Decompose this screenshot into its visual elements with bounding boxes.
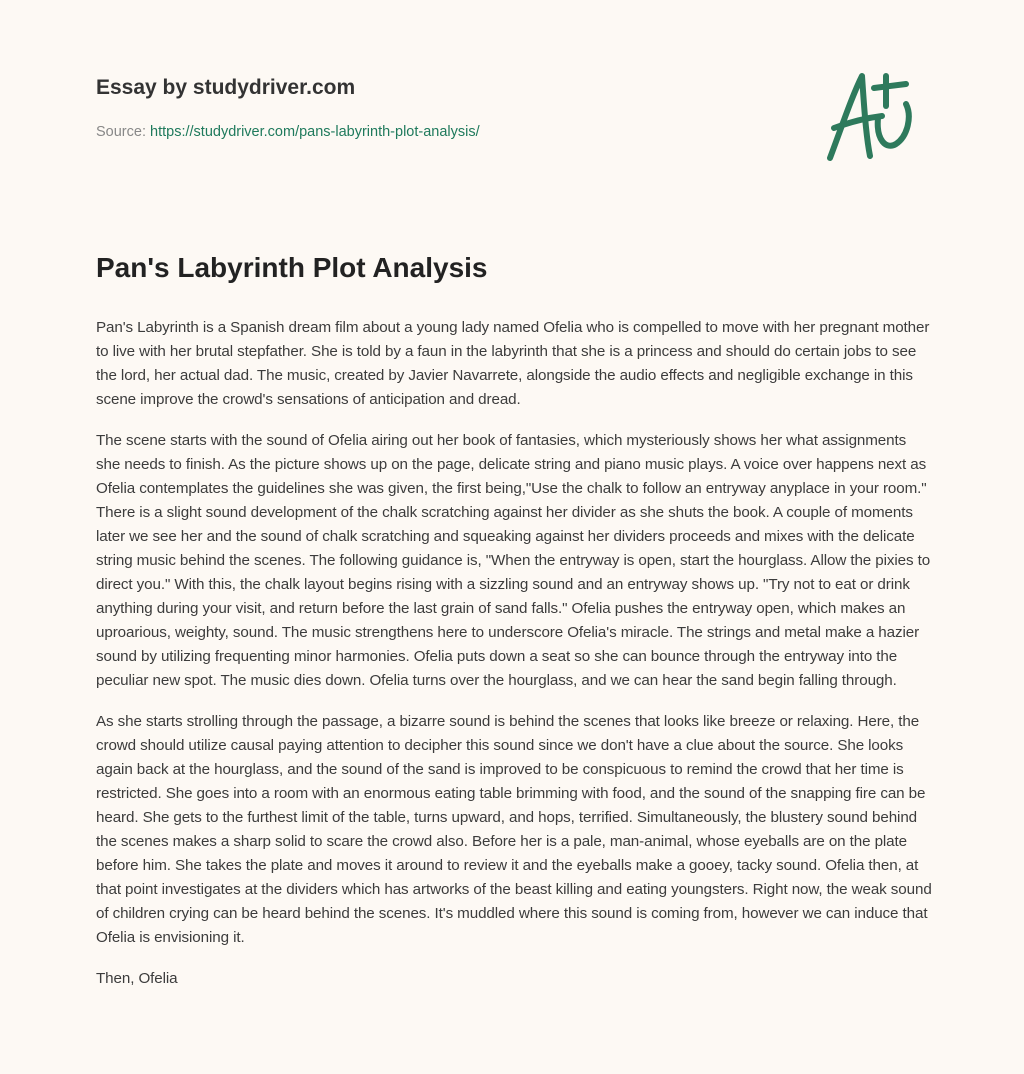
- article-title: Pan's Labyrinth Plot Analysis: [96, 252, 488, 283]
- article-body: [96, 316, 932, 1008]
- site-brand: Essay by studydriver.com: [96, 76, 356, 99]
- paragraph: Then, Ofelia: [96, 970, 178, 987]
- paragraph: As she starts strolling through the passage, a bizarre sound is behind the scenes that looks like breeze or relaxing. Here, the crowd should utilize causal paying attention to decipher this sound since we don't have a clue about the source. She looks again back at the hourglass, and the sound of the sand is improved to be conspicuous to remind the crowd that her time is restricted. She goes into a room with an enormous eating table brimming with food, and the sound of the snapping fire can be heard. She gets to the furthest limit of the table, turns upward, and hops, terrified. Simultaneously, the blustery sound behind the scenes makes a sharp solid to scare the crowd also. Before her is a pale, man-animal, whose eyeballs are on the plate before him. She takes the plate and moves it around to review it and the eyeballs make a gooey, tacky sound. Ofelia then, at that point investigates at the dividers which has artworks of the beast killing and eating youngsters. Right now, the weak sound of children crying can be heard behind the scenes. It's muddled where this sound is coming from, however we can induce that Ofelia is envisioning it.: [96, 713, 932, 946]
- paragraph: The scene starts with the sound of Ofelia airing out her book of fantasies, which mysteriously shows her what assignments she needs to finish. As the picture shows up on the page, delicate string and piano music plays. A voice over happens next as Ofelia contemplates the guidelines she was given, the first being,"Use the chalk to follow an entryway anyplace in your room." There is a slight sound development of the chalk scratching against her divider as she shuts the book. A couple of moments later we see her and the sound of chalk scratching and squeaking against her dividers proceeds and mixes with the delicate string music behind the scenes. The following guidance is, "When the entryway is open, start the hourglass. Allow the pixies to direct you." With this, the chalk layout begins rising with a sizzling sound and an entryway shows up. "Try not to eat or drink anything during your visit, and return before the last grain of sand falls." Ofelia pushes the entryway open, which makes an uproarious, weighty, sound. The music strengthens here to underscore Ofelia's miracle. The strings and metal make a hazier sound by utilizing frequenting minor harmonies. Ofelia puts down a seat so she can bounce through the entryway into the peculiar new spot. The music dies down. Ofelia turns over the hourglass, and we can hear the sand begin falling through.: [96, 432, 931, 689]
- a-plus-logo-icon: [820, 66, 930, 166]
- source-link[interactable]: https://studydriver.com/pans-labyrinth-plot-analysis/: [150, 124, 480, 140]
- source-line: [96, 124, 480, 140]
- paragraph: Pan's Labyrinth is a Spanish dream film about a young lady named Ofelia who is compelled to move with her pregnant mother to live with her brutal stepfather. She is told by a faun in the labyrinth that she is a princess and should do certain jobs to see the lord, her actual dad. The music, created by Javier Navarrete, alongside the audio effects and negligible exchange in this scene improve the crowd's sensations of anticipation and dread.: [96, 319, 930, 408]
- source-label: Source:: [96, 124, 146, 140]
